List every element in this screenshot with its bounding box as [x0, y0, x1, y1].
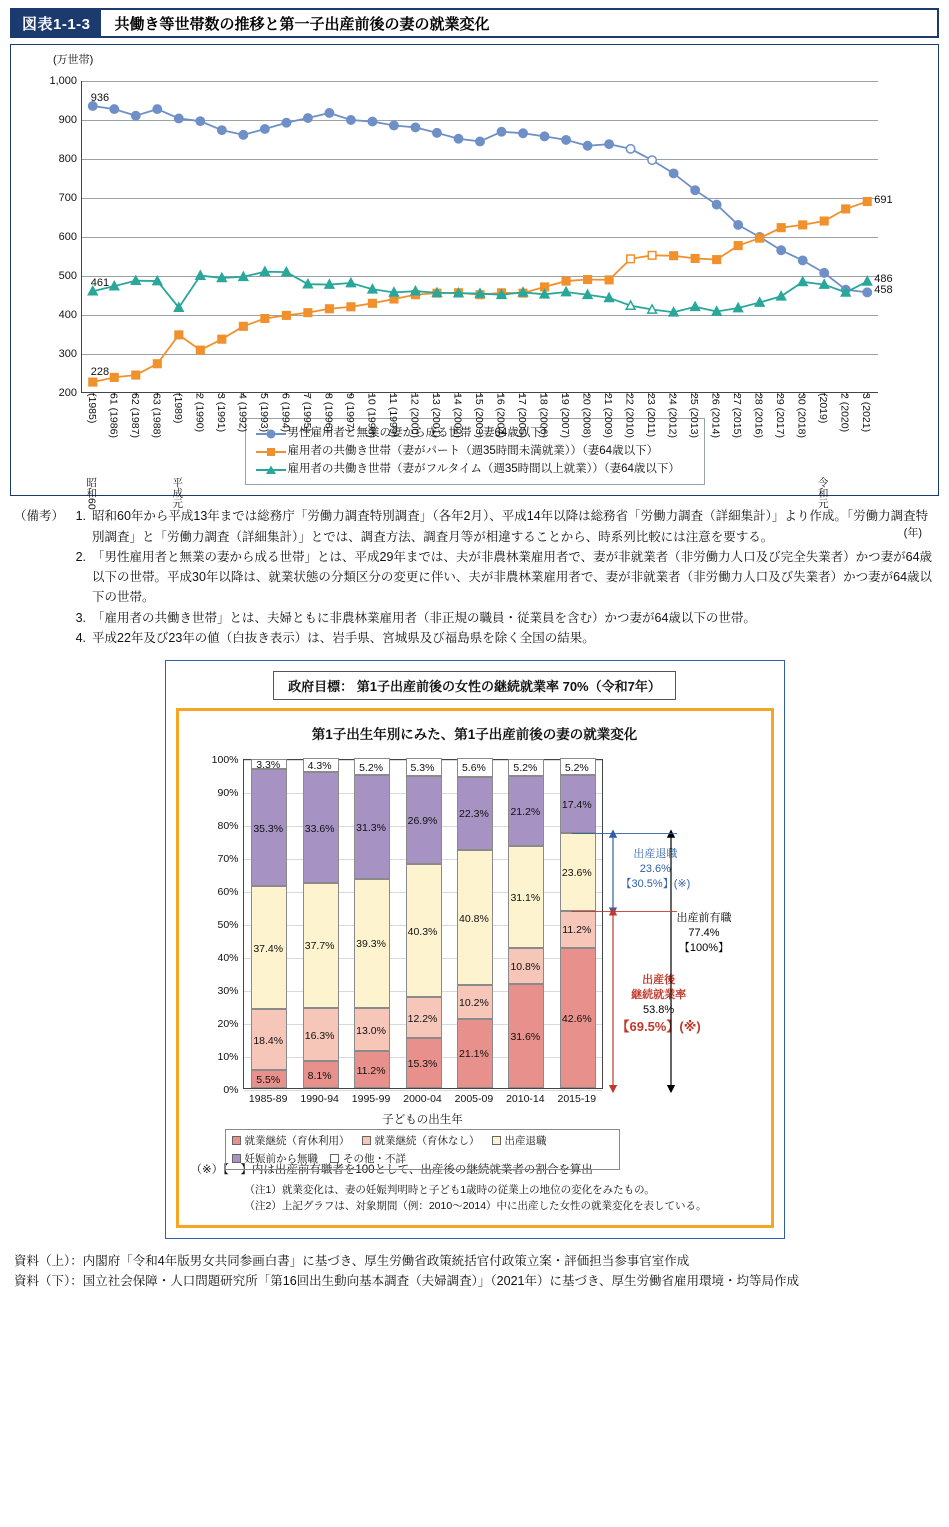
y-axis-tick-label: 900	[58, 114, 77, 126]
data-point	[454, 135, 462, 143]
bar-value-label: 37.7%	[304, 940, 335, 953]
swatch-icon	[330, 1154, 339, 1163]
bar-value-label: 42.6%	[561, 1012, 592, 1025]
data-point	[734, 242, 742, 250]
x-axis-label: 17 (2005)	[516, 393, 529, 438]
data-point	[519, 129, 527, 137]
bar-value-label: 4.3%	[307, 760, 332, 773]
y-axis-tick-label: 100%	[211, 754, 239, 767]
y-unit-label: (万世帯)	[53, 54, 94, 66]
data-point	[820, 217, 828, 225]
data-point	[863, 288, 871, 296]
x-axis-label: 13 (2001)	[429, 393, 442, 438]
gov-goal-box: 政府目標： 第1子出産前後の女性の継続就業率 70%（令和7年）	[273, 671, 676, 700]
data-point	[110, 105, 118, 113]
data-point	[175, 331, 183, 339]
sources-block	[14, 1251, 935, 1291]
annotation-continued-rate	[617, 973, 701, 1035]
x-axis-label: 4 (1992)	[236, 393, 249, 433]
remark-item	[14, 547, 935, 608]
bar-value-label: 26.9%	[407, 815, 438, 828]
bar-value-label: 8.1%	[307, 1069, 332, 1082]
data-point	[648, 156, 656, 164]
y-axis-tick-label: 10%	[217, 1051, 239, 1064]
x-axis-label: 22 (2010)	[623, 393, 636, 438]
y-axis-tick-label: 500	[58, 270, 77, 282]
y-axis-tick-label: 80%	[217, 820, 239, 833]
x-axis-label: (1985)	[85, 393, 98, 424]
data-point	[584, 276, 592, 284]
x-axis-label: 2010-14	[506, 1093, 545, 1106]
x-axis-label: 61 (1986)	[107, 393, 120, 438]
annotation-line: 53.8%	[642, 1003, 675, 1016]
bar-chart-x-axis-title: 子どもの出生年	[382, 1114, 463, 1127]
bar-value-label: 11.2%	[562, 924, 592, 937]
annotation-line: 77.4%	[688, 927, 720, 940]
data-point	[304, 309, 312, 317]
bar-chart-plot	[211, 754, 603, 1097]
annotation-line: 【100%】	[678, 941, 730, 954]
note-1: （注1）就業変化は、妻の妊娠判明時と子ども1歳時の従業上の地位の変化をみたもの。	[244, 1184, 655, 1197]
data-point	[605, 140, 613, 148]
era-label: 令和元	[816, 477, 829, 509]
y-axis-tick-label: 800	[58, 153, 77, 165]
data-point	[175, 114, 183, 122]
series-line	[90, 106, 867, 292]
remark-item	[14, 628, 935, 648]
data-point	[799, 221, 807, 229]
remark-number: 1.	[75, 509, 86, 524]
annotation-line: 【30.5%】(※)	[620, 877, 691, 890]
data-point	[777, 246, 785, 254]
y-axis-tick-label: 600	[58, 231, 77, 243]
figure-titlebar	[10, 8, 939, 38]
legend-label-3: 雇用者の共働き世帯（妻がフルタイム（週35時間以上就業））（妻64歳以下）	[287, 462, 680, 475]
data-point	[734, 221, 742, 229]
remark-text: 「雇用者の共働き世帯」とは、夫婦ともに非農林業雇用者（非正規の職員・従業員を含む）かつ妻が64歳以下の世帯。	[92, 610, 756, 625]
legend-label: 妊娠前から無職	[244, 1153, 318, 1166]
x-axis-label: 3 (1991)	[214, 393, 227, 433]
annotation-line: 23.6%	[639, 863, 671, 876]
data-point	[648, 252, 656, 260]
data-point	[777, 224, 785, 232]
figure-number: 図表1-1-3	[12, 10, 101, 36]
x-axis-label: 16 (2004)	[494, 393, 507, 438]
x-axis-label: (2019)	[817, 393, 830, 424]
remark-spacer	[14, 628, 66, 648]
legend-label: 出産退職	[504, 1135, 547, 1148]
remark-number: 4.	[75, 630, 86, 645]
remark-text: 「男性雇用者と無業の妻から成る世帯」とは、平成29年までは、夫が非農林業雇用者で、妻が非就業者（非労働力人口及び完全失業者）かつ妻が64歳以下の世帯。平成30年以降は、就業状態の分類区分の変更に伴い、夫が非農林業雇用者で、妻が非就業者（非労働力人口及び失業者）かつ妻が64歳以下の世帯。	[92, 549, 933, 605]
bar-value-label: 18.4%	[253, 1034, 284, 1047]
data-label: 486	[874, 273, 893, 286]
data-point	[691, 302, 700, 310]
bar-chart-title: 第1子出生年別にみた、第1子出産前後の妻の就業変化	[311, 727, 638, 743]
gov-goal-wrap	[176, 669, 774, 708]
bar-value-label: 31.1%	[510, 891, 541, 904]
data-point	[89, 378, 97, 386]
line-chart-plot	[49, 75, 893, 399]
bar-value-label: 5.2%	[513, 762, 538, 775]
bar-value-label: 15.3%	[407, 1057, 438, 1070]
bar-column	[354, 758, 390, 1088]
x-axis-label: 3 (2021)	[860, 393, 873, 433]
source-text: 国立社会保障・人口問題研究所「第16回出生動向基本調査（夫婦調査）」（2021年）に基づき、厚生労働省雇用環境・均等局作成	[82, 1273, 799, 1288]
bar-value-label: 5.5%	[256, 1074, 281, 1087]
era-label: 昭和60	[85, 477, 98, 510]
x-axis-label: 15 (2003)	[473, 393, 485, 438]
x-axis-label: 20 (2008)	[580, 393, 593, 438]
bar-value-label: 23.6%	[561, 866, 592, 879]
x-axis-label: 25 (2013)	[688, 393, 701, 438]
x-axis-label: 21 (2009)	[602, 393, 615, 438]
x-axis-label: 19 (2007)	[559, 393, 572, 438]
bar-value-label: 5.2%	[359, 761, 384, 774]
data-point	[218, 126, 226, 134]
legend-item-resigned	[492, 1133, 547, 1148]
data-point	[132, 371, 140, 379]
data-label: 461	[90, 277, 110, 290]
x-axis-label: 1990-94	[300, 1093, 339, 1106]
data-point	[347, 303, 355, 311]
bar-value-label: 21.2%	[510, 805, 541, 818]
legend-item-other	[330, 1151, 406, 1166]
bar-value-label: 22.3%	[459, 808, 489, 821]
x-axis-label: 6 (1994)	[279, 393, 292, 433]
y-axis-tick-label: 50%	[217, 919, 239, 932]
x-axis-label: 10 (1998)	[365, 393, 378, 438]
legend-label-1: 男性雇用者と無業の妻から成る世帯（妻64歳以下）	[287, 427, 554, 439]
data-point	[196, 117, 204, 125]
annotation-line: 継続就業率	[631, 989, 687, 1002]
source-label: 資料（上）：	[14, 1253, 83, 1268]
figure-page	[0, 8, 949, 1291]
figure-title: 共働き等世帯数の推移と第一子出産前後の妻の就業変化	[114, 15, 490, 33]
line-chart-x-labels	[81, 393, 878, 513]
data-point	[261, 125, 269, 133]
bar-chart	[185, 751, 765, 1166]
source-text: 内閣府「令和4年版男女共同参画白書」に基づき、厚生労働省政策統括官付政策立案・評価担当参事官室作成	[82, 1253, 690, 1268]
bar-value-label: 12.2%	[407, 1012, 438, 1025]
x-axis-label: 62 (1987)	[128, 393, 141, 438]
bar-value-label: 13.0%	[356, 1024, 386, 1037]
annotation-line: 出産前有職	[676, 912, 732, 925]
bar-value-label: 35.3%	[253, 822, 284, 835]
bar-value-label: 40.8%	[459, 912, 489, 925]
x-axis-label: 14 (2002)	[451, 393, 464, 438]
data-point	[153, 360, 161, 368]
x-axis-label: 12 (2000)	[408, 393, 421, 438]
data-point	[669, 169, 677, 177]
data-point	[842, 205, 850, 213]
y-axis-tick-label: 30%	[217, 985, 239, 998]
data-point	[497, 128, 505, 136]
legend-label: 就業継続（育休利用）	[244, 1135, 350, 1148]
bar-value-label: 11.2%	[356, 1064, 386, 1077]
bar-chart-legend	[225, 1129, 620, 1170]
data-point	[562, 136, 570, 144]
annotation-resigned	[621, 847, 691, 892]
y-axis-tick-label: 200	[58, 387, 77, 399]
data-label: 936	[90, 91, 110, 104]
data-point	[712, 200, 720, 208]
swatch-icon	[362, 1136, 371, 1145]
data-point	[283, 312, 291, 320]
x-axis-label: 9 (1997)	[343, 393, 356, 433]
legend-label-2: 雇用者の共働き世帯（妻がパート（週35時間未満就業））（妻64歳以下）	[287, 444, 659, 457]
remark-text: 平成22年及び23年の値（白抜き表示）は、岩手県、宮城県及び福島県を除く全国の結果。	[92, 630, 595, 645]
data-point	[626, 145, 634, 153]
era-label: 平成元	[171, 477, 184, 509]
remark-number: 3.	[75, 610, 86, 625]
remark-text: 昭和60年から平成13年までは総務庁「労働力調査特別調査」（各年2月）、平成14年以降は総務省「労働力調査（詳細集計）」より作成。「労働力調査特別調査」と「労働力調査（詳細集計）」とでは、調査方法、調査月等が相違することから、時系列比較には注意を要する。	[92, 509, 929, 544]
x-axis-label: 63 (1988)	[150, 393, 163, 438]
data-point	[347, 116, 355, 124]
bar-value-label: 40.3%	[407, 925, 438, 938]
data-point	[197, 346, 205, 354]
source-line	[14, 1251, 935, 1271]
data-point	[756, 234, 764, 242]
y-axis-tick-label: 400	[58, 309, 77, 321]
swatch-icon	[232, 1136, 241, 1145]
x-axis-label: 2 (1990)	[193, 393, 206, 433]
data-point	[261, 315, 269, 323]
legend-label: 就業継続（育休なし）	[374, 1135, 480, 1148]
x-axis-label: 8 (1996)	[322, 393, 335, 433]
data-point	[863, 277, 872, 285]
data-point	[218, 335, 226, 343]
swatch-icon	[232, 1154, 241, 1163]
bar-value-label: 3.3%	[256, 758, 281, 771]
annotation-line: 出産後	[642, 974, 676, 987]
legend-item-unemployed-before	[232, 1151, 319, 1166]
x-axis-label: 24 (2012)	[666, 393, 679, 438]
x-axis-label: 18 (2006)	[537, 393, 550, 438]
stacked-bar-figure	[165, 660, 785, 1239]
bar-value-label: 5.3%	[410, 761, 435, 774]
x-axis-label: 1995-99	[351, 1093, 391, 1106]
note-2: （注2）上記グラフは、対象期間（例：2010～2014）中に出産した女性の就業変化を表している。	[244, 1199, 707, 1212]
x-axis-label: 23 (2011)	[645, 393, 658, 438]
annotation-employed-before-birth	[677, 911, 732, 956]
data-point	[326, 305, 334, 313]
y-axis-tick-label: 70%	[217, 853, 239, 866]
annotation-line: 出産退職	[633, 848, 678, 861]
x-axis-label: 26 (2014)	[709, 393, 722, 438]
data-label: 228	[90, 366, 110, 379]
remarks-heading: （備考）	[14, 509, 65, 524]
legend-item-continued-with-leave	[232, 1133, 350, 1148]
x-axis-label: 11 (1999)	[386, 393, 399, 438]
y-axis-tick-label: 300	[58, 348, 77, 360]
data-point	[240, 323, 248, 331]
x-axis-label: 27 (2015)	[731, 393, 744, 438]
data-point	[540, 132, 548, 140]
remark-spacer	[14, 547, 66, 608]
data-point	[627, 255, 635, 263]
bar-value-label: 16.3%	[304, 1029, 335, 1042]
data-point	[713, 256, 721, 264]
bar-value-label: 5.2%	[564, 761, 589, 774]
source-label: 資料（下）：	[14, 1273, 83, 1288]
bar-value-label: 5.6%	[461, 762, 486, 775]
x-axis-label: 2005-09	[454, 1093, 494, 1106]
data-point	[110, 374, 118, 382]
data-point	[820, 269, 828, 277]
data-point	[670, 252, 678, 260]
data-point	[304, 114, 312, 122]
bar-value-label: 10.8%	[510, 961, 541, 974]
remark-number: 2.	[75, 549, 86, 564]
source-line	[14, 1271, 935, 1291]
x-axis-label: 5 (1993)	[257, 393, 270, 433]
bar-value-label: 37.4%	[253, 942, 284, 955]
data-point	[799, 256, 807, 264]
x-axis-unit-label: (年)	[903, 527, 922, 539]
bar-value-label: 10.2%	[459, 996, 489, 1009]
data-point	[368, 117, 376, 125]
data-point	[239, 131, 247, 139]
y-axis-tick-label: 60%	[217, 886, 239, 899]
data-point	[433, 129, 441, 137]
y-axis-tick-label: 90%	[217, 787, 239, 800]
y-axis-tick-label: 1,000	[49, 75, 77, 87]
bar-value-label: 21.1%	[459, 1048, 489, 1061]
x-axis-label: 2 (2020)	[838, 393, 851, 433]
x-axis-label: (1989)	[171, 393, 184, 424]
bar-chart-outline	[176, 708, 774, 1228]
x-axis-label: 7 (1995)	[300, 393, 313, 433]
data-point	[863, 198, 871, 206]
bar-value-label: 39.3%	[356, 938, 386, 951]
asterisk-note: （※）【 】内は出産前有職者を100として、出産後の継続就業者の割合を算出	[190, 1164, 593, 1177]
annotation-line: 【69.5%】(※)	[616, 1018, 701, 1034]
bar-column	[406, 758, 442, 1088]
y-axis-tick-label: 40%	[217, 952, 239, 965]
y-axis-tick-label: 0%	[223, 1084, 239, 1097]
x-axis-label: 1985-89	[248, 1093, 288, 1106]
data-point	[777, 292, 786, 300]
data-point	[369, 300, 377, 308]
data-point	[562, 277, 570, 285]
data-point	[390, 121, 398, 129]
data-point	[691, 186, 699, 194]
data-point	[583, 142, 591, 150]
data-point	[325, 109, 333, 117]
data-point	[282, 119, 290, 127]
y-axis-tick-label: 700	[58, 192, 77, 204]
x-axis-label: 30 (2018)	[795, 393, 808, 438]
data-point	[411, 123, 419, 131]
data-point	[132, 112, 140, 120]
data-point	[476, 137, 484, 145]
data-point	[153, 105, 161, 113]
remarks-block	[14, 506, 935, 648]
x-axis-label: 2000-04	[403, 1093, 442, 1106]
data-label: 458	[874, 284, 893, 297]
gridline	[244, 1090, 602, 1091]
x-axis-label: 29 (2017)	[774, 393, 787, 438]
x-axis-label: 2015-19	[557, 1093, 597, 1106]
remark-spacer	[14, 608, 66, 628]
data-point	[605, 276, 613, 284]
legend-item-continued-no-leave	[362, 1133, 480, 1148]
bar-value-label: 31.6%	[510, 1031, 541, 1044]
remark-item	[14, 608, 935, 628]
data-label: 691	[874, 193, 893, 206]
swatch-icon	[492, 1136, 501, 1145]
x-axis-label: 28 (2016)	[752, 393, 765, 438]
bar-value-label: 33.6%	[304, 822, 335, 835]
bar-value-label: 17.4%	[561, 799, 592, 812]
legend-label: その他・不詳	[343, 1153, 406, 1166]
y-axis-tick-label: 20%	[217, 1018, 239, 1031]
data-point	[691, 255, 699, 263]
bar-value-label: 31.3%	[356, 822, 386, 834]
